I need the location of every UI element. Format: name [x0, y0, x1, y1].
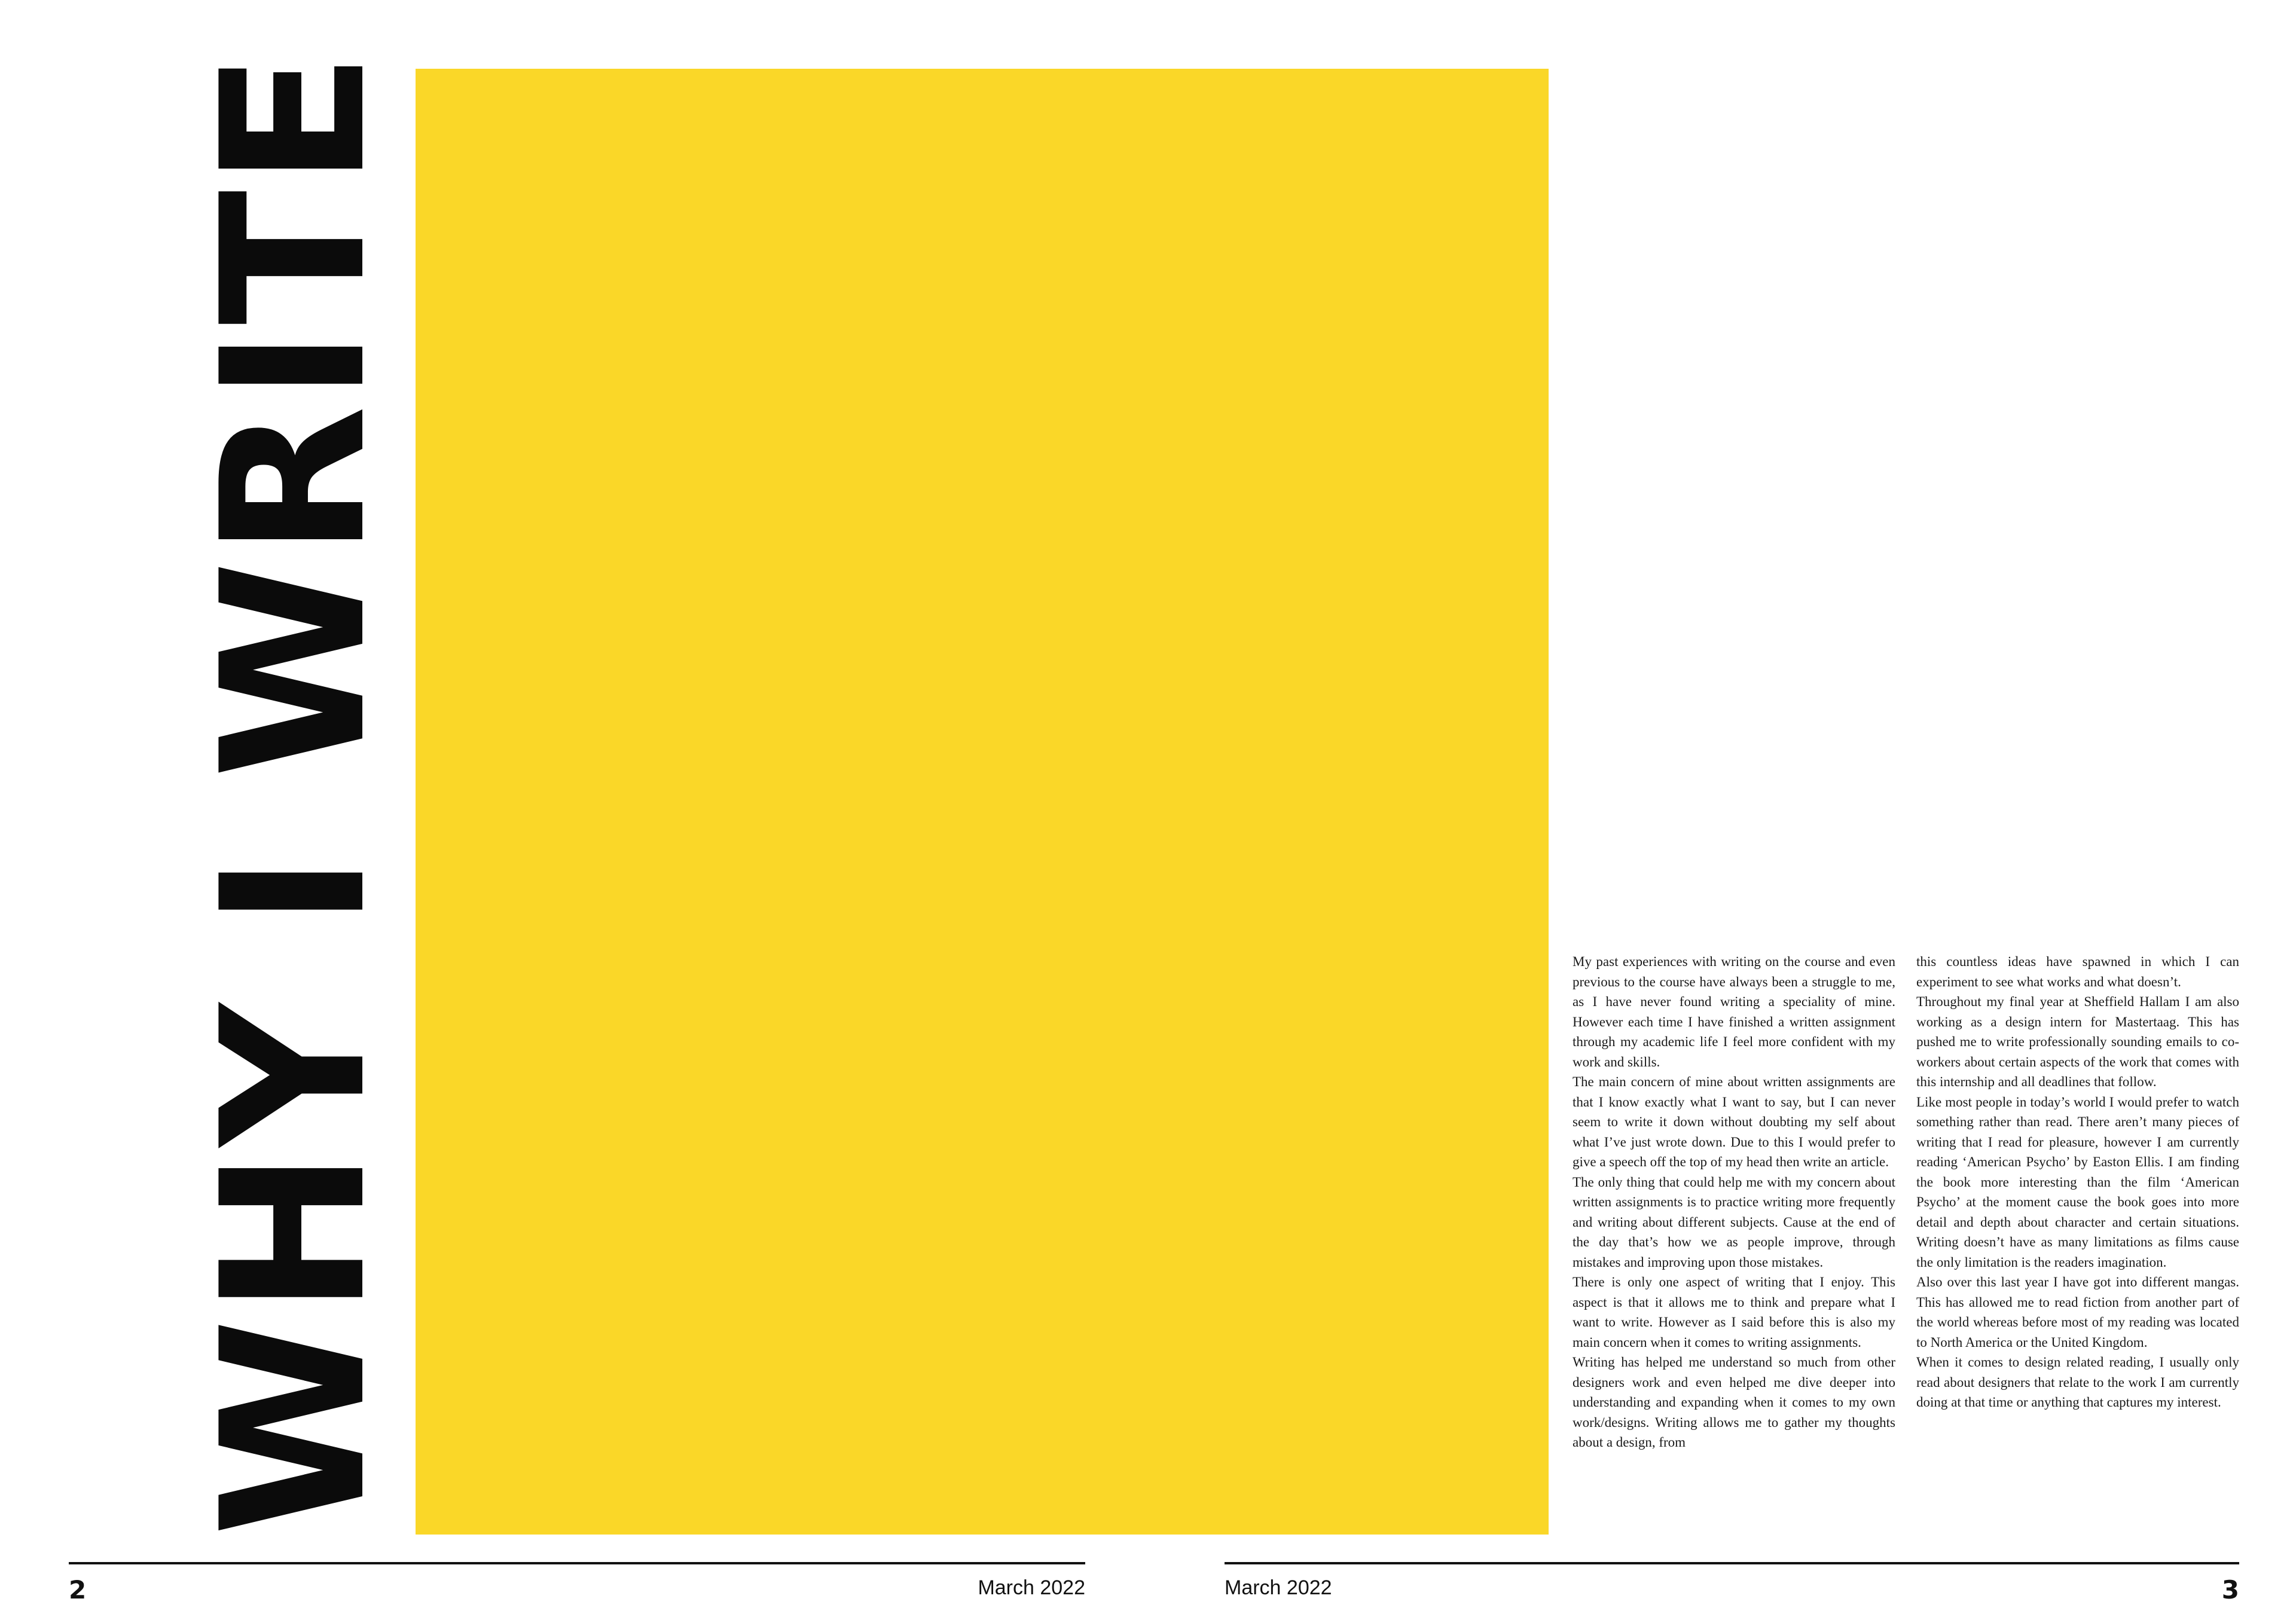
article-paragraph: When it comes to design related reading, I usually only read about designers that relate to the work I am currently doing at that time or anything that captures my interest.	[1916, 1355, 2239, 1410]
footer-rule-left	[69, 1562, 1085, 1564]
yellow-color-block	[416, 69, 1549, 1535]
article-column-1	[1573, 952, 1895, 1453]
article-paragraph: Throughout my final year at Sheffield Hallam I am also working as a design intern for Mastertaag. This has pushed me to write professionally sounding emails to co-workers about certain aspects of the work that comes with this internship and all deadlines that follow.	[1916, 994, 2239, 1089]
page-number-right: 3	[2221, 1575, 2239, 1604]
article-paragraph: Writing has helped me understand so much from other designers work and even helped me dive deeper into understanding and expanding when it comes to my own work/designs. Writing allows me to gather my thoughts about a design, from	[1573, 1355, 1895, 1450]
article-paragraph: There is only one aspect of writing that I enjoy. This aspect is that it allows me to think and prepare what I want to write. However as I said before this is also my main concern when it comes to writing assignments.	[1573, 1274, 1895, 1350]
article-paragraph: Like most people in today’s world I would prefer to watch something rather than read. There aren’t many pieces of writing that I read for pleasure, however I am currently reading ‘American Psycho’ by Easton Ellis. I am finding the book more interesting than the film ‘American Psycho’ at the moment cause the book goes into more detail and depth about character and certain situations. Writing doesn’t have as many limitations as films cause the only limitation is the readers imagination.	[1916, 1094, 2239, 1270]
article-paragraph: My past experiences with writing on the course and even previous to the course have always been a struggle to me, as I have never found writing a speciality of mine. However each time I have finished a written assignment through my academic life I feel more confident with my work and skills.	[1573, 954, 1895, 1069]
article-column-2	[1916, 952, 2239, 1413]
footer-date-right: March 2022	[1225, 1576, 1332, 1599]
article-paragraph: Also over this last year I have got into different mangas. This has allowed me to read fiction from another part of the world whereas before most of my reading was located to North America or the United Kingdom.	[1916, 1274, 2239, 1350]
article-paragraph: The only thing that could help me with my concern about written assignments is to practice writing more frequently and writing about different subjects. Cause at the end of the day that’s how we as people improve, through mistakes and improving upon those mistakes.	[1573, 1174, 1895, 1270]
article-paragraph: The main concern of mine about written assignments are that I know exactly what I want to say, but I can never seem to write it down without doubting my self about what I’ve just wrote down. Due to this I would prefer to give a speech off the top of my head then write an article.	[1573, 1074, 1895, 1169]
footer-date-left: March 2022	[978, 1576, 1085, 1599]
article-paragraph: this countless ideas have spawned in which I can experiment to see what works and what doesn’t.	[1916, 954, 2239, 989]
footer-rule-right	[1225, 1562, 2239, 1564]
headline-container	[179, 48, 409, 1536]
headline: WHY I WRITE	[179, 48, 409, 1536]
page-number-left: 2	[69, 1575, 87, 1604]
